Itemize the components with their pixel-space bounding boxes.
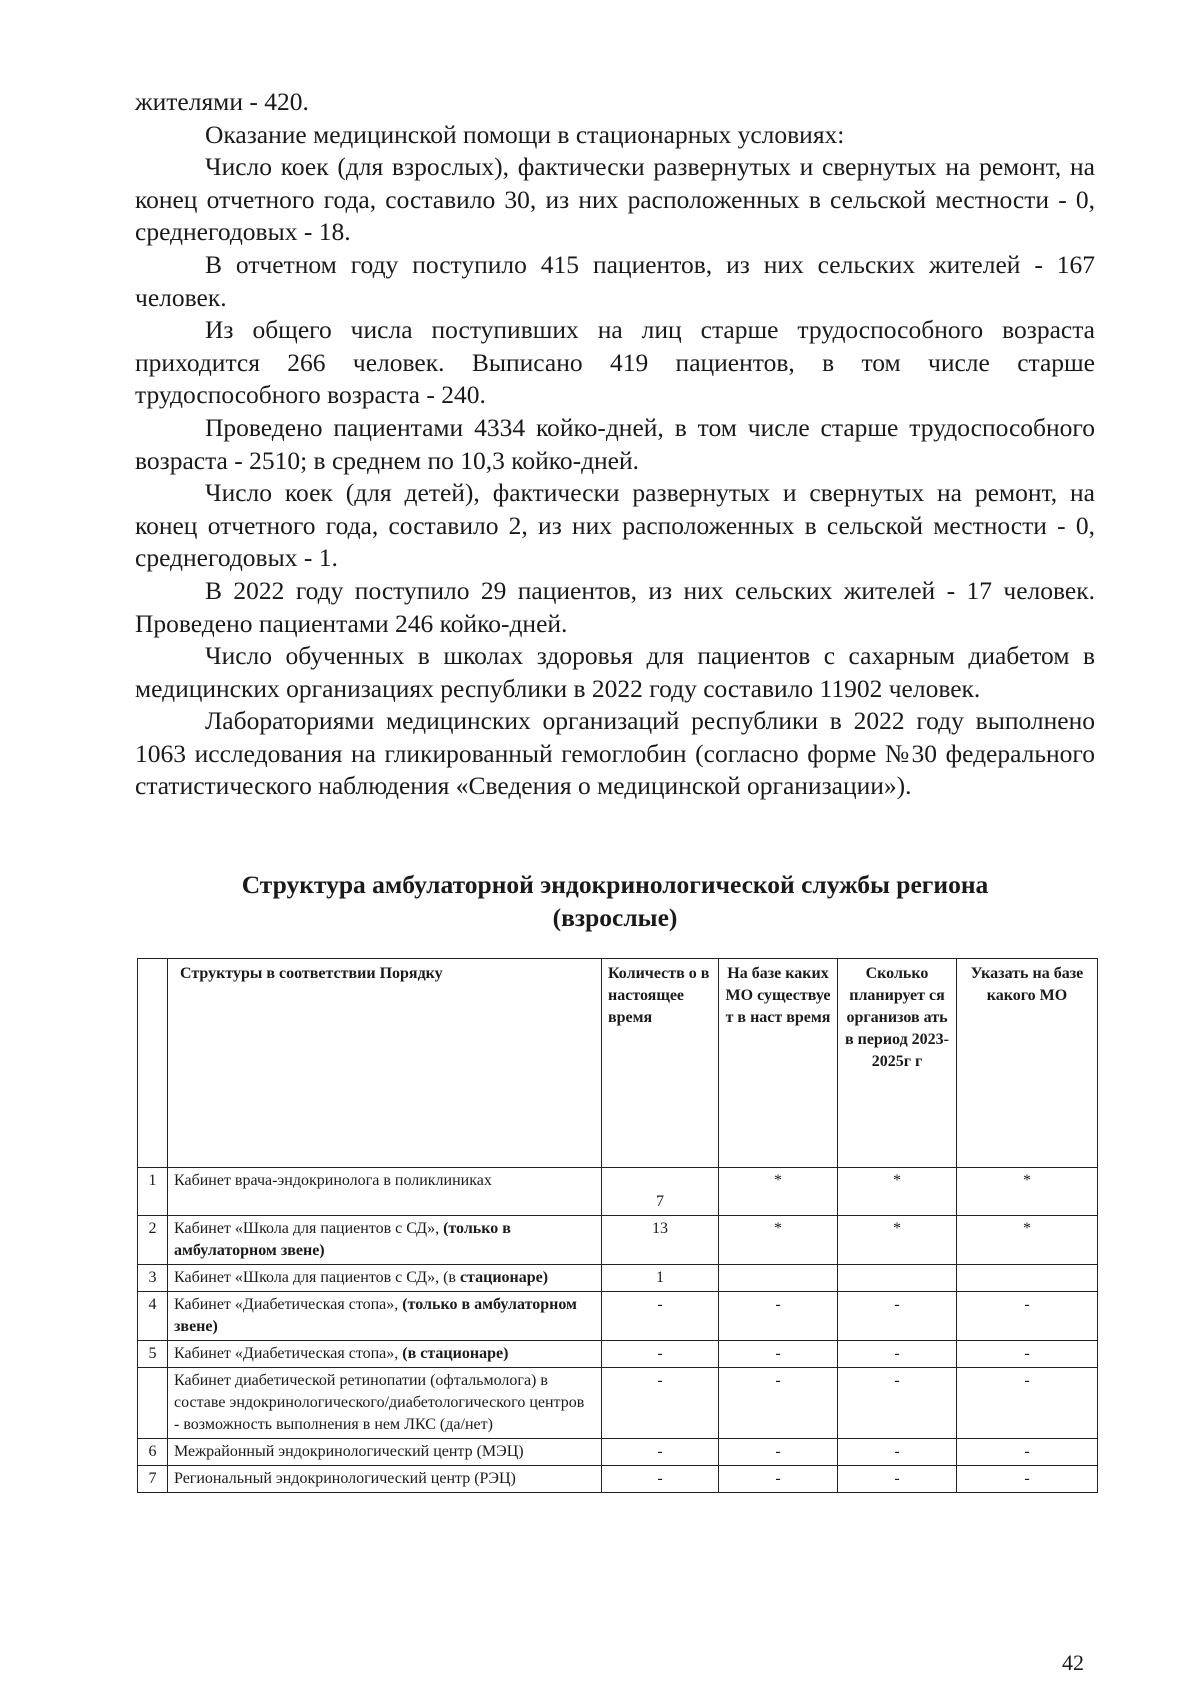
- table-row: [138, 1216, 1098, 1265]
- row-planned: -: [838, 1466, 957, 1493]
- row-number: 4: [138, 1292, 168, 1341]
- paragraph: Число коек (для детей), фактически развернутых и свернутых на ремонт, на конец отчетного года, составило 2, из них расположенных в сельской местности - 0, среднегодовых - 1.: [135, 478, 1095, 573]
- row-count: -: [602, 1368, 719, 1439]
- row-structure-emphasis: (в стационаре): [402, 1345, 509, 1362]
- row-planned: -: [838, 1439, 957, 1466]
- row-base-mo: *: [719, 1168, 838, 1216]
- row-planned: *: [838, 1216, 957, 1265]
- row-indicate: -: [957, 1368, 1098, 1439]
- row-number: 3: [138, 1265, 168, 1292]
- paragraph: В отчетном году поступило 415 пациентов, из них сельских жителей - 167 человек.: [135, 249, 1095, 312]
- row-structure-text: Кабинет диабетической ретинопатии (офтальмолога) в составе эндокринологического/диабетологического центров: [174, 1372, 585, 1411]
- row-base-mo: -: [719, 1439, 838, 1466]
- paragraph: жителями - 420.: [135, 87, 309, 116]
- table-row: [138, 1341, 1098, 1368]
- table-row: [138, 1466, 1098, 1493]
- row-indicate: -: [957, 1341, 1098, 1368]
- row-number: 2: [138, 1216, 168, 1265]
- row-structure: [168, 1341, 602, 1368]
- row-indicate: -: [957, 1466, 1098, 1493]
- row-base-mo: -: [719, 1368, 838, 1439]
- paragraph: Число обученных в школах здоровья для пациентов с сахарным диабетом в медицинских организациях республики в 2022 году составило 11902 человек.: [135, 641, 1095, 703]
- row-structure-emphasis: стационаре): [459, 1269, 549, 1286]
- paragraph: Из общего числа поступивших на лиц старше трудоспособного возраста приходится 266 человек. Выписано 419 пациентов, в том числе старше трудоспособного возраста - 240.: [135, 315, 1095, 410]
- row-number: 6: [138, 1439, 168, 1466]
- row-count: -: [602, 1341, 719, 1368]
- table-row: [138, 1439, 1098, 1466]
- table-row: [138, 1368, 1098, 1439]
- row-structure: [168, 1216, 602, 1265]
- row-structure-note: - возможность выполнения в нем ЛКС (да/нет): [174, 1416, 493, 1433]
- header-indicate: Указать на базе какого МО: [957, 959, 1098, 1168]
- row-count: -: [602, 1292, 719, 1341]
- row-structure-text: Региональный эндокринологический центр (РЭЦ): [174, 1470, 516, 1487]
- row-indicate: *: [957, 1168, 1098, 1216]
- table-header-row: [138, 959, 1098, 1168]
- row-structure-text: Кабинет «Школа для пациентов с СД», (в: [174, 1269, 460, 1286]
- row-base-mo: -: [719, 1341, 838, 1368]
- row-structure: [168, 1292, 602, 1341]
- row-structure: [168, 1265, 602, 1292]
- row-structure-text: Кабинет «Диабетическая стопа»,: [174, 1296, 403, 1313]
- heading-line: (взрослые): [552, 903, 678, 932]
- row-indicate: *: [957, 1216, 1098, 1265]
- row-base-mo: -: [719, 1466, 838, 1493]
- row-structure-text: Кабинет «Школа для пациентов с СД»,: [174, 1220, 444, 1237]
- header-base-mo: На базе каких МО существуе т в наст время: [719, 959, 838, 1168]
- row-planned: -: [838, 1341, 957, 1368]
- row-planned: *: [838, 1168, 957, 1216]
- paragraph: Лабораториями медицинских организаций республики в 2022 году выполнено 1063 исследования на гликированный гемоглобин (согласно форме №30 федерального статистического наблюдения «Сведения о медицинской организации»).: [135, 706, 1095, 801]
- row-structure: [168, 1466, 602, 1493]
- row-indicate: [957, 1265, 1098, 1292]
- row-structure: [168, 1368, 602, 1439]
- row-structure-text: Межрайонный эндокринологический центр (МЭЦ): [174, 1443, 524, 1460]
- row-count: -: [602, 1439, 719, 1466]
- row-planned: -: [838, 1292, 957, 1341]
- header-count: Количеств о в настоящее время: [602, 959, 719, 1168]
- table-row: [138, 1168, 1098, 1216]
- section-heading: [135, 868, 1095, 934]
- row-number: 7: [138, 1466, 168, 1493]
- table-row: [138, 1265, 1098, 1292]
- row-number: [138, 1368, 168, 1439]
- structure-table: [137, 958, 1098, 1493]
- row-count: 7: [602, 1168, 719, 1216]
- row-base-mo: [719, 1265, 838, 1292]
- row-structure: [168, 1439, 602, 1466]
- paragraph: Число коек (для взрослых), фактически развернутых и свернутых на ремонт, на конец отчетного года, составило 30, из них расположенных в сельской местности - 0, среднегодовых - 18.: [135, 152, 1095, 247]
- table-row: [138, 1292, 1098, 1341]
- row-planned: [838, 1265, 957, 1292]
- row-structure-text: Кабинет «Диабетическая стопа»,: [174, 1345, 403, 1362]
- row-structure-emphasis: (только в амбулаторном звене): [174, 1296, 577, 1335]
- paragraph: Проведено пациентами 4334 койко-дней, в том числе старше трудоспособного возраста - 2510; в среднем по 10,3 койко-дней.: [135, 412, 1095, 475]
- header-num: [138, 959, 168, 1168]
- row-indicate: -: [957, 1439, 1098, 1466]
- paragraph: В 2022 году поступило 29 пациентов, из них сельских жителей - 17 человек. Проведено пациентами 246 койко-дней.: [135, 575, 1095, 638]
- page-number: 42: [1062, 1650, 1084, 1675]
- header-planned: Сколько планирует ся организов ать в период 2023-2025г г: [838, 959, 957, 1168]
- row-planned: -: [838, 1368, 957, 1439]
- heading-line: Структура амбулаторной эндокринологической службы региона: [241, 870, 989, 899]
- row-number: 5: [138, 1341, 168, 1368]
- row-count: 13: [602, 1216, 719, 1265]
- row-indicate: -: [957, 1292, 1098, 1341]
- row-number: 1: [138, 1168, 168, 1216]
- row-count: -: [602, 1466, 719, 1493]
- row-count: 1: [602, 1265, 719, 1292]
- row-base-mo: -: [719, 1292, 838, 1341]
- header-structure: Структуры в соответствии Порядку: [168, 959, 602, 1168]
- row-structure-text: Кабинет врача-эндокринолога в поликлиниках: [174, 1172, 492, 1189]
- row-base-mo: *: [719, 1216, 838, 1265]
- paragraph: Оказание медицинской помощи в стационарных условиях:: [205, 119, 845, 149]
- row-structure-emphasis: (только в амбулаторном звене): [174, 1220, 511, 1259]
- row-structure: [168, 1168, 602, 1216]
- body-text: [135, 86, 1095, 803]
